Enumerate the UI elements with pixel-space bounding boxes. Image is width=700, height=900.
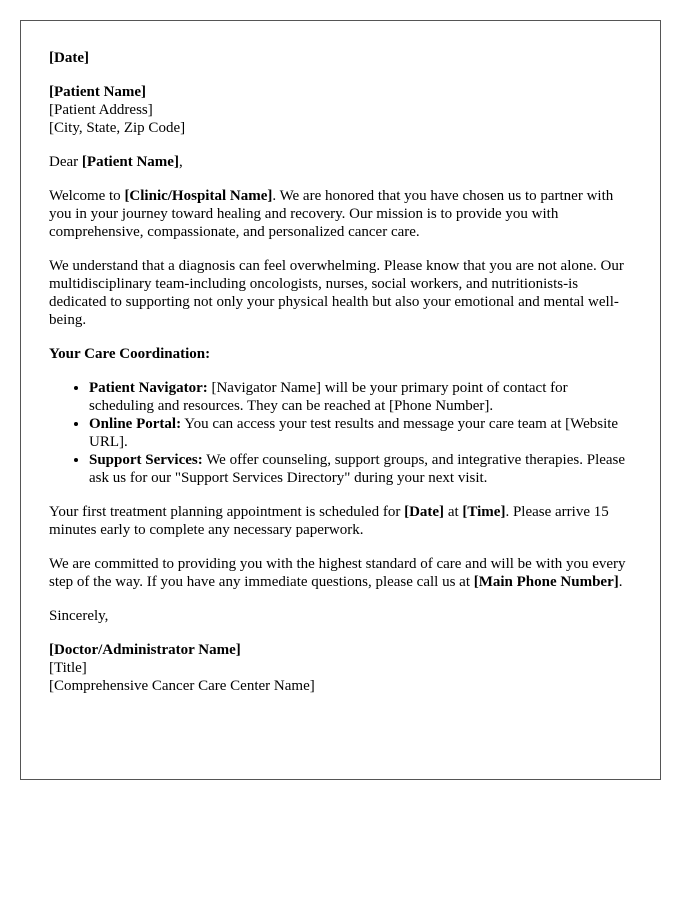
- signature-block: [49, 641, 632, 695]
- understanding-paragraph: We understand that a diagnosis can feel overwhelming. Please know that you are not alone. Our multidisciplinary team-including oncologists, nurses, social workers, and nutritionists-is dedicated to supporting not only your physical health but also your emotional and mental well-being.: [49, 258, 624, 328]
- commitment-paragraph: [49, 555, 632, 591]
- care-coordination-list: [49, 379, 632, 487]
- care-item-text: You can access your test results and message your care team at [Website URL].: [89, 416, 619, 450]
- greeting-suffix: ,: [178, 154, 183, 170]
- main-phone-number: [Main Phone Number]: [473, 574, 619, 590]
- greeting: [49, 153, 632, 171]
- greeting-prefix: Dear: [49, 154, 82, 170]
- commitment-before: We are committed to providing you with the highest standard of care and will be with you every step of the way. If you have any immediate questions, please call us at: [49, 556, 626, 590]
- list-item: [89, 415, 632, 451]
- list-item: [89, 451, 632, 487]
- recipient-address: [Patient Address]: [49, 102, 153, 118]
- care-heading: [49, 345, 632, 363]
- letter-page: [20, 20, 661, 780]
- care-item-title: Support Services:: [89, 452, 203, 468]
- care-heading-text: Your Care Coordination:: [49, 346, 211, 362]
- care-item-text: We offer counseling, support groups, and integrative therapies. Please ask us for our "Support Services Directory" during your next visit.: [89, 452, 626, 486]
- intro-before: Welcome to: [49, 188, 125, 204]
- care-item-text: [Navigator Name] will be your primary point of contact for scheduling and resources. They can be reached at [Phone Number].: [89, 380, 568, 414]
- closing: Sincerely,: [49, 608, 109, 624]
- list-item: [89, 379, 632, 415]
- letter-date: [49, 49, 632, 67]
- recipient-city-state-zip: [City, State, Zip Code]: [49, 120, 186, 136]
- care-item-title: Patient Navigator:: [89, 380, 208, 396]
- recipient-name: [Patient Name]: [49, 84, 147, 100]
- intro-after: . We are honored that you have chosen us to partner with you in your journey toward healing and recovery. Our mission is to provide you with comprehensive, compassionate, and personalized cancer care.: [49, 188, 614, 240]
- appointment-after: . Please arrive 15 minutes early to complete any necessary paperwork.: [49, 504, 609, 538]
- greeting-name: [Patient Name]: [81, 154, 179, 170]
- clinic-name: [Clinic/Hospital Name]: [124, 188, 273, 204]
- care-item-title: Online Portal:: [89, 416, 182, 432]
- signature-name: [Doctor/Administrator Name]: [49, 642, 241, 658]
- signature-organization: [Comprehensive Cancer Care Center Name]: [49, 678, 315, 694]
- commitment-after: .: [618, 574, 623, 590]
- appointment-paragraph: [49, 503, 632, 539]
- appointment-before: Your first treatment planning appointment is scheduled for: [49, 504, 405, 520]
- appointment-date: [Date]: [404, 504, 445, 520]
- signature-title: [Title]: [49, 660, 87, 676]
- recipient-block: [49, 83, 632, 137]
- intro-paragraph: [49, 187, 632, 241]
- date-placeholder: [Date]: [49, 50, 89, 66]
- appointment-time: [Time]: [462, 504, 506, 520]
- appointment-middle: at: [444, 504, 463, 520]
